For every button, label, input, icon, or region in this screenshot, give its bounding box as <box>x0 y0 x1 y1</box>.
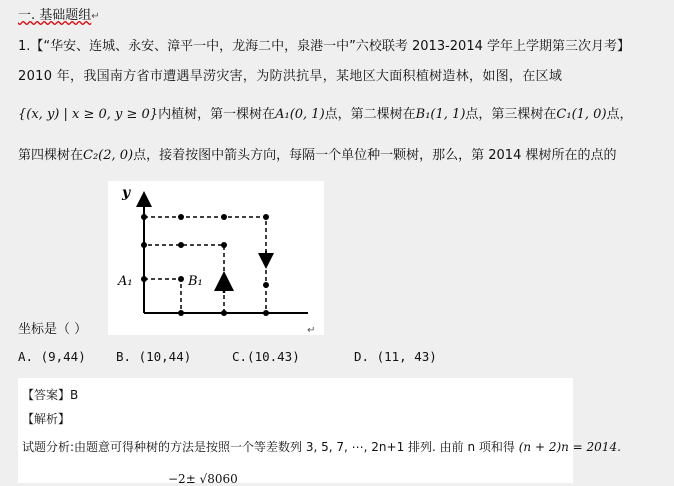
text-second-tree: 点，第二棵树在 <box>324 107 416 122</box>
dot <box>178 276 184 282</box>
dot <box>178 214 184 220</box>
section-title: 一. 基础题组 <box>18 8 92 23</box>
text-rule: 点，接着按图中箭头方向，每隔一个单位种一颗树，那么，第 2014 棵树所在的点的 <box>133 148 617 163</box>
problem-line-5: 坐标是（ ） ↵ <box>18 322 316 337</box>
dot <box>141 242 147 248</box>
text-fourth-tree: 第四棵树在 <box>18 148 84 163</box>
problem-line-3 <box>18 105 660 124</box>
analysis-line <box>22 438 621 455</box>
point-b1: B₁(1, 1) <box>415 107 466 122</box>
partial-formula: −2± √8060 <box>168 472 238 486</box>
problem-line-2: 2010 年，我国南方省市遭遇旱涝灾害，为防洪抗旱，某地区大面积植树造林，如图，在区域 <box>18 69 563 84</box>
point-c2: C₂(2, 0) <box>83 148 134 163</box>
dot <box>178 242 184 248</box>
problem-source-line <box>18 37 660 56</box>
problem-prefix: 1.【 <box>18 39 44 54</box>
option-b[interactable]: B. (10,44) <box>116 349 192 364</box>
answer-box <box>18 378 621 486</box>
text-point-end: 点， <box>606 107 633 122</box>
analysis-text: 试题分析:由题意可得种树的方法是按照一个等差数列 3, 5, 7, ⋯, 2n+1 排列. 由前 n 项和得 <box>22 440 515 454</box>
text-first-tree: 内植树，第一棵树在 <box>158 107 276 122</box>
dot <box>141 276 147 282</box>
dot <box>263 214 269 220</box>
dot <box>221 276 227 282</box>
analysis-formula: (n + 2)n = 2014. <box>518 440 621 454</box>
dot <box>141 214 147 220</box>
analysis-label: 【解析】 <box>22 412 71 426</box>
answer-text: 【答案】B <box>22 388 79 402</box>
text-third-tree: 点，第三棵树在 <box>465 107 557 122</box>
dot <box>178 310 184 316</box>
answer-label <box>22 386 78 403</box>
dot <box>221 242 227 248</box>
point-a1: A₁(0, 1) <box>275 107 325 122</box>
region-formula: {(x, y) | x ≥ 0, y ≥ 0} <box>18 107 159 122</box>
option-c[interactable]: C.(10.43) <box>232 349 300 364</box>
label-b1: B₁ <box>188 274 203 289</box>
figure-svg <box>108 181 324 335</box>
tree-planting-figure <box>108 181 324 335</box>
problem-line-4 <box>18 146 660 165</box>
y-axis-label: y <box>122 185 131 201</box>
problem-source: “华安、连城、永安、漳平一中，龙海二中，泉港一中”六校联考 2013-2014 学年上学期第三次月考】 <box>43 39 631 54</box>
question-stem: 坐标是（ ） <box>18 322 88 337</box>
point-c1: C₁(1, 0) <box>556 107 607 122</box>
option-d[interactable]: D. (11, 43) <box>354 349 437 364</box>
label-a1: A₁ <box>118 274 133 289</box>
tree-dots <box>141 214 269 316</box>
dot <box>221 214 227 220</box>
path-square-3 <box>144 217 266 313</box>
path-square-1 <box>144 279 181 313</box>
dot <box>263 310 269 316</box>
option-a[interactable]: A. (9,44) <box>18 349 86 364</box>
dot <box>221 310 227 316</box>
dot <box>263 282 269 288</box>
dot <box>263 254 269 260</box>
section-heading: 一. 基础题组↵ <box>18 8 100 23</box>
